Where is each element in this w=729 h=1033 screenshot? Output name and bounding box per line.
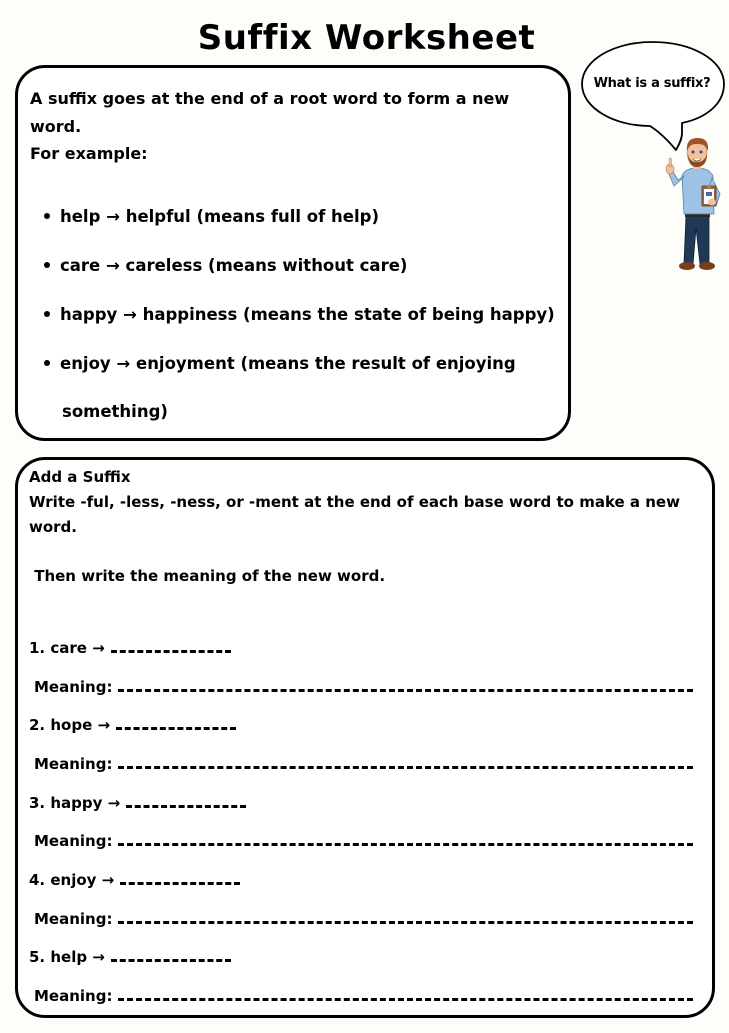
- item-label: 4. enjoy →: [29, 871, 115, 889]
- answer-blank[interactable]: [120, 870, 240, 885]
- meaning-label: Meaning:: [34, 755, 113, 773]
- example-text: help → helpful (means full of help): [60, 207, 380, 226]
- meaning-row: [34, 831, 693, 850]
- meaning-row: [34, 754, 693, 773]
- intro-line-3: For example:: [30, 144, 148, 163]
- teacher-pointing-icon: [660, 136, 729, 276]
- exercise-item: [29, 870, 240, 889]
- bullet-icon: [44, 213, 50, 219]
- intro-box: [15, 65, 571, 441]
- example-text: enjoy → enjoyment (means the result of enjoying: [60, 354, 516, 373]
- exercise-box: [15, 457, 715, 1018]
- instruction-line-3: Then write the meaning of the new word.: [29, 567, 386, 585]
- item-label: 2. hope →: [29, 716, 111, 734]
- meaning-label: Meaning:: [34, 832, 113, 850]
- example-item: [44, 256, 407, 275]
- teacher-illustration: [660, 136, 729, 276]
- example-item: [44, 354, 516, 373]
- meaning-row: [34, 909, 693, 928]
- meaning-blank[interactable]: [118, 754, 693, 769]
- example-text: care → careless (means without care): [60, 256, 408, 275]
- meaning-blank[interactable]: [118, 677, 693, 692]
- speech-bubble-text: What is a suffix?: [593, 76, 711, 91]
- bullet-icon: [44, 360, 50, 366]
- answer-blank[interactable]: [111, 947, 231, 962]
- example-continuation: something): [62, 402, 168, 421]
- answer-blank[interactable]: [111, 638, 231, 653]
- exercise-item: [29, 793, 246, 812]
- exercise-item: [29, 715, 236, 734]
- page-title: Suffix Worksheet: [197, 18, 536, 58]
- exercise-item: [29, 638, 231, 657]
- meaning-row: [34, 677, 693, 696]
- bullet-icon: [44, 262, 50, 268]
- example-item: [44, 305, 555, 324]
- item-label: 3. happy →: [29, 794, 121, 812]
- intro-line-2: word.: [30, 117, 82, 136]
- exercise-item: [29, 947, 231, 966]
- example-text: happy → happiness (means the state of being happy): [60, 305, 555, 324]
- exercise-heading: Add a Suffix: [29, 468, 131, 486]
- item-label: 5. help →: [29, 948, 105, 966]
- answer-blank[interactable]: [116, 715, 236, 730]
- intro-line-1: A suffix goes at the end of a root word to form a new: [30, 89, 510, 108]
- meaning-blank[interactable]: [118, 986, 693, 1001]
- answer-blank[interactable]: [126, 793, 246, 808]
- meaning-blank[interactable]: [118, 909, 693, 924]
- bullet-icon: [44, 311, 50, 317]
- meaning-label: Meaning:: [34, 987, 113, 1005]
- meaning-label: Meaning:: [34, 910, 113, 928]
- example-item: [44, 207, 379, 226]
- item-label: 1. care →: [29, 639, 105, 657]
- meaning-label: Meaning:: [34, 678, 113, 696]
- meaning-blank[interactable]: [118, 831, 693, 846]
- instruction-line-2: word.: [29, 518, 77, 536]
- meaning-row: [34, 986, 693, 1005]
- instruction-line-1: Write -ful, -less, -ness, or -ment at the end of each base word to make a new: [29, 493, 680, 511]
